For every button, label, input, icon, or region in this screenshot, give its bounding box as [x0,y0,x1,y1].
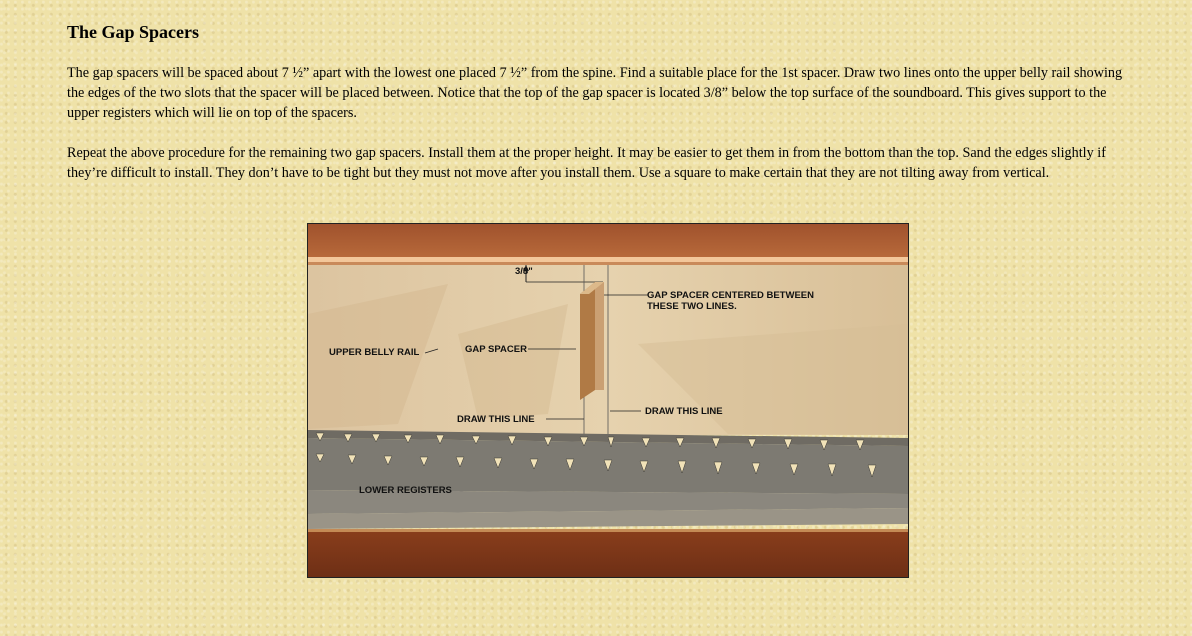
paragraph-1: The gap spacers will be spaced about 7 ½” apart with the lowest one placed 7 ½” from the spine. Find a suitable place for the 1st spacer. Draw two lines onto the upper belly rail showing the edges of the two slots that the spacer will be placed between. Notice that the top of the gap spacer is located 3/8” below the top surface of the soundboard. This gives support to the upper registers which will lie on top of the spacers. [67,65,1123,121]
gap-spacer-block [580,282,595,400]
page-title: The Gap Spacers [67,22,200,42]
label-gap-spacer: GAP SPACER [465,344,527,355]
article [67,20,1127,183]
gap-spacer-illustration [307,223,909,578]
label-draw-this-line-right: DRAW THIS LINE [645,406,723,417]
label-gap-spacer-centered-1: GAP SPACER CENTERED BETWEEN [647,290,814,301]
label-lower-registers: LOWER REGISTERS [359,485,452,496]
label-draw-this-line-left: DRAW THIS LINE [457,414,535,425]
paragraph-2: Repeat the above procedure for the remaining two gap spacers. Install them at the proper height. It may be easier to get them in from the bottom than the top. Sand the edges slightly if they’re difficult to install. They don’t have to be tight but they must not move after you install them. Use a square to make certain that they are not tilting away from vertical. [67,145,1106,181]
label-gap-spacer-centered-2: THESE TWO LINES. [647,301,737,312]
dimension-label: 3/8" [515,266,533,277]
label-upper-belly-rail: UPPER BELLY RAIL [329,347,420,358]
